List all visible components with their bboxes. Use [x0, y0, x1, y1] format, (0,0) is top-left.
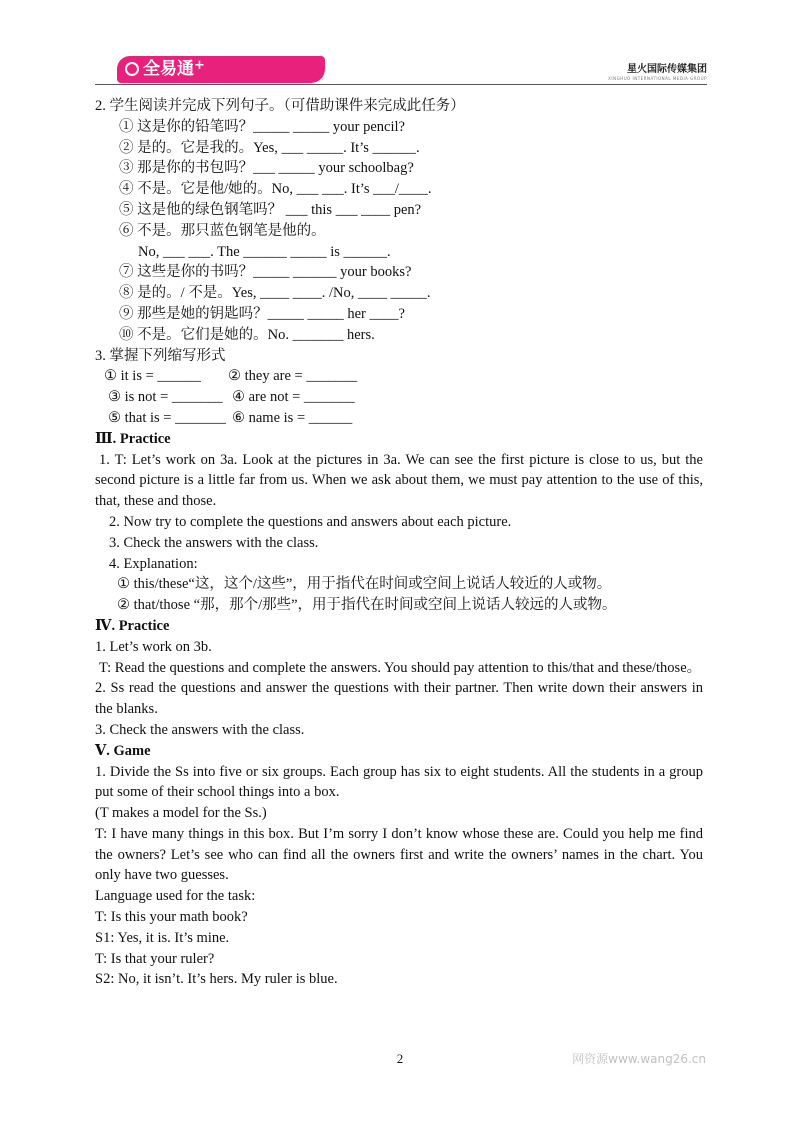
dialogue-line: T: Is that your ruler?	[95, 950, 215, 967]
contraction-item: ② they are = _______	[228, 368, 358, 385]
section3-heading: 3. 掌握下列缩写形式	[95, 347, 226, 364]
logo-text: 全易通	[143, 59, 194, 79]
explanation-2: ② that/those “那，那个/那些”，用于指代在时间或空间上说话人较远的人或物。	[117, 597, 617, 614]
page-header	[95, 56, 707, 86]
practice3-heading: Ⅲ. Practice	[95, 430, 171, 447]
header-rule	[95, 84, 707, 85]
practice3-paragraph-2: 2. Now try to complete the questions and answers about each picture.	[109, 513, 512, 530]
document-body	[95, 96, 703, 990]
game-heading: Ⅴ. Game	[95, 742, 151, 759]
exercise-item-4: ④ 不是。它是他/她的。No, ___ ___. It’s ___/____.	[119, 181, 432, 198]
game-paragraph-3: T: I have many things in this box. But I’m sorry I don’t know whose these are. Could you help me find the owners? Let’s see who can find all the owners first and write the owners’ names in the chart. You only have two guesses.	[95, 825, 703, 884]
practice4-paragraph-3: 2. Ss read the questions and answer the questions with their partner. Then write down their answers in the blanks.	[95, 680, 703, 718]
game-paragraph-4: Language used for the task:	[95, 888, 256, 905]
practice4-heading: Ⅳ. Practice	[95, 617, 170, 634]
exercise-item-6: ⑥ 不是。那只蓝色钢笔是他的。	[119, 222, 326, 239]
contraction-row	[95, 387, 703, 408]
exercise-item-10: ⑩ 不是。它们是她的。No. _______ hers.	[119, 326, 375, 343]
publisher-name: 星火国际传媒集团	[627, 64, 707, 75]
exercise-item-9: ⑨ 那些是她的钥匙吗？_____ _____ her ____?	[119, 305, 405, 322]
page-number: 2	[396, 1051, 404, 1066]
publisher-subtitle: XINGHUO INTERNATIONAL MEDIA GROUP	[608, 76, 707, 81]
practice3-paragraph-1: 1. T: Let’s work on 3a. Look at the pictures in 3a. We can see the first picture is close to us, but the second picture is a little far from us. When we ask about them, we must pay attention to the use of this, that, these and those.	[95, 451, 703, 510]
explanation-1: ① this/these“这，这个/这些”，用于指代在时间或空间上说话人较近的人或物。	[117, 576, 612, 593]
dialogue-line: T: Is this your math book?	[95, 909, 248, 926]
practice3-paragraph-3: 3. Check the answers with the class.	[109, 534, 319, 551]
exercise-item-2: ② 是的。它是我的。Yes, ___ _____. It’s ______.	[119, 139, 420, 156]
game-paragraph-2: (T makes a model for the Ss.)	[95, 805, 267, 822]
practice4-paragraph-1: 1. Let’s work on 3b.	[95, 638, 212, 655]
contraction-row	[95, 408, 703, 429]
practice4-paragraph-4: 3. Check the answers with the class.	[95, 721, 305, 738]
publisher-brand	[608, 60, 707, 81]
logo-plus: +	[194, 58, 205, 73]
contraction-item: ④ are not = _______	[232, 389, 355, 406]
contraction-item: ⑥ name is = ______	[232, 409, 353, 426]
exercise-item-7: ⑦ 这些是你的书吗？_____ ______ your books?	[119, 264, 412, 281]
practice4-paragraph-2: T: Read the questions and complete the answers. You should pay attention to this/that and these/those。	[99, 659, 702, 676]
contraction-item: ① it is = ______	[104, 368, 201, 385]
dialogue-line: S2: No, it isn’t. It’s hers. My ruler is blue.	[95, 971, 338, 988]
section2-heading: 2. 学生阅读并完成下列句子。（可借助课件来完成此任务）	[95, 98, 465, 114]
logo-circle-icon	[125, 62, 139, 76]
exercise-item-5: ⑤ 这是他的绿色钢笔吗？ ___ this ___ ____ pen?	[119, 201, 422, 218]
exercise-item-8: ⑧ 是的。/ 不是。Yes, ____ ____. /No, ____ _____.	[119, 285, 431, 302]
exercise-item-6-answer: No, ___ ___. The ______ _____ is ______.	[138, 243, 391, 260]
exercise-item-1: ① 这是你的铅笔吗？_____ _____ your pencil?	[119, 118, 405, 135]
contraction-item: ③ is not = _______	[108, 389, 223, 406]
game-paragraph-1: 1. Divide the Ss into five or six groups. Each group has six to eight students. All the students in a group put some of their school things into a box.	[95, 763, 703, 801]
exercise-item-3: ③ 那是你的书包吗？___ _____ your schoolbag?	[119, 160, 414, 177]
contraction-row	[95, 366, 703, 387]
practice3-paragraph-4: 4. Explanation:	[109, 555, 198, 572]
brand-logo	[117, 56, 325, 83]
dialogue-line: S1: Yes, it is. It’s mine.	[95, 929, 230, 946]
contraction-item: ⑤ that is = _______	[108, 409, 226, 426]
watermark: 网资源www.wang26.cn	[572, 1052, 706, 1066]
